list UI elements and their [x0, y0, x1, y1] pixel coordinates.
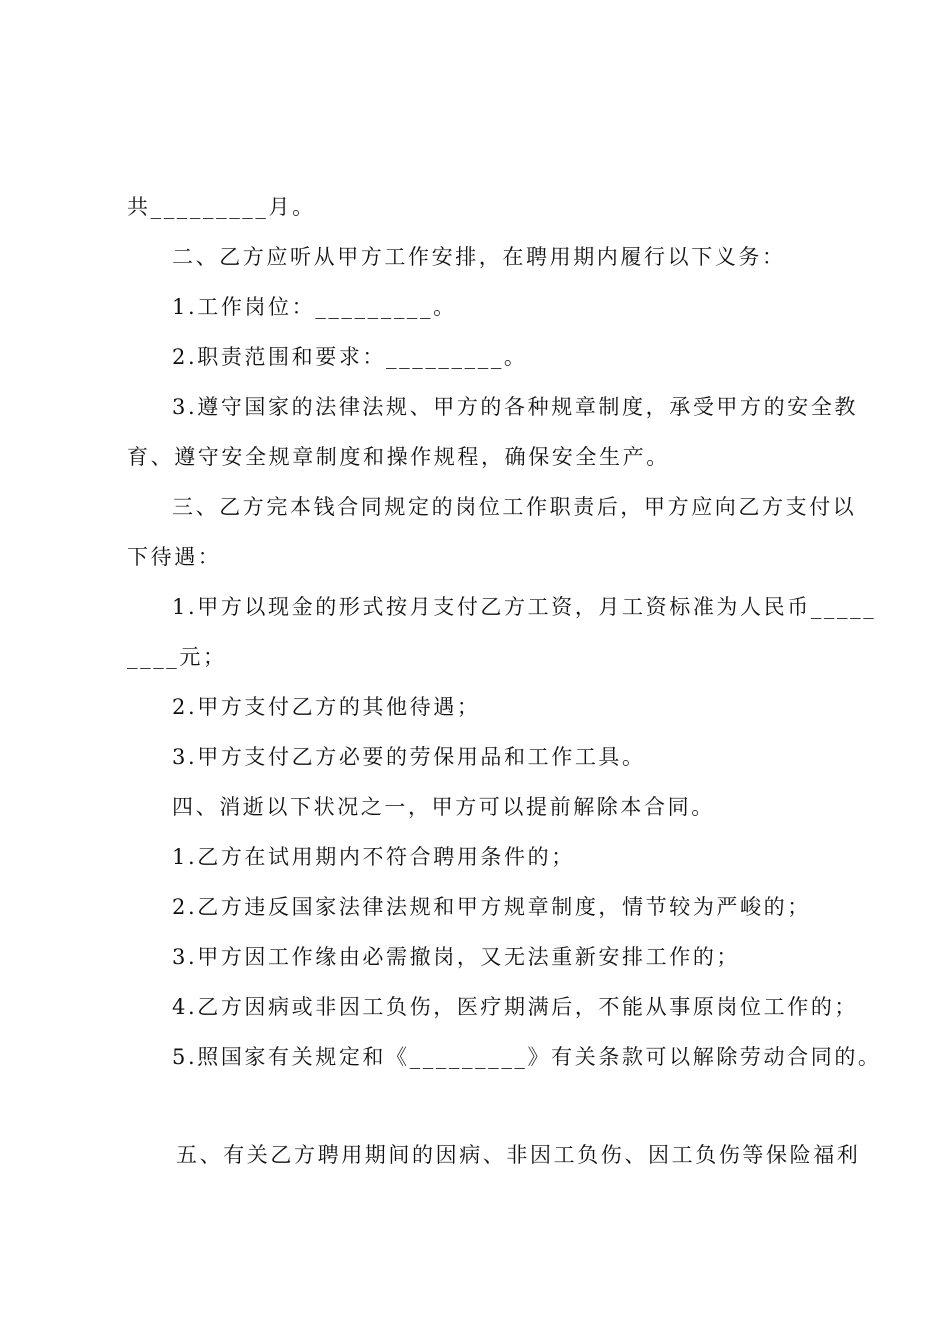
text-line: 育、遵守安全规章制度和操作规程，确保安全生产。	[127, 445, 670, 469]
text-line: 共_________月。	[127, 195, 316, 219]
text-line: 2.职责范围和要求：_________。	[172, 345, 528, 369]
text-line: 2.乙方违反国家法律法规和甲方规章制度，情节较为严峻的；	[172, 895, 811, 919]
text-line: 5.照国家有关规定和《_________》有关条款可以解除劳动合同的。	[172, 1045, 882, 1069]
text-line: ____元；	[127, 645, 227, 669]
text-line: 1.工作岗位：_________。	[172, 295, 457, 319]
text-line: 下待遇：	[127, 545, 222, 569]
section-heading-2: 二、乙方应听从甲方工作安排，在聘用期内履行以下义务：	[172, 245, 786, 269]
section-heading-4: 四、消逝以下状况之一，甲方可以提前解除本合同。	[172, 795, 715, 819]
text-line: 2.甲方支付乙方的其他待遇；	[172, 695, 481, 719]
text-line: 4.乙方因病或非因工负伤，医疗期满后，不能从事原岗位工作的；	[172, 995, 859, 1019]
text-line: 3.遵守国家的法律法规、甲方的各种规章制度，承受甲方的安全教	[172, 395, 859, 419]
text-line: 3.甲方支付乙方必要的劳保用品和工作工具。	[172, 745, 646, 769]
section-heading-3: 三、乙方完本钱合同规定的岗位工作职责后，甲方应向乙方支付以	[172, 495, 857, 519]
text-line: 1.乙方在试用期内不符合聘用条件的；	[172, 845, 575, 869]
text-line: 3.甲方因工作缘由必需撤岗，又无法重新安排工作的；	[172, 945, 741, 969]
section-heading-5: 五、有关乙方聘用期间的因病、非因工负伤、因工负伤等保险福利	[176, 1143, 861, 1167]
text-line: 1.甲方以现金的形式按月支付乙方工资，月工资标准为人民币_____	[172, 595, 877, 619]
